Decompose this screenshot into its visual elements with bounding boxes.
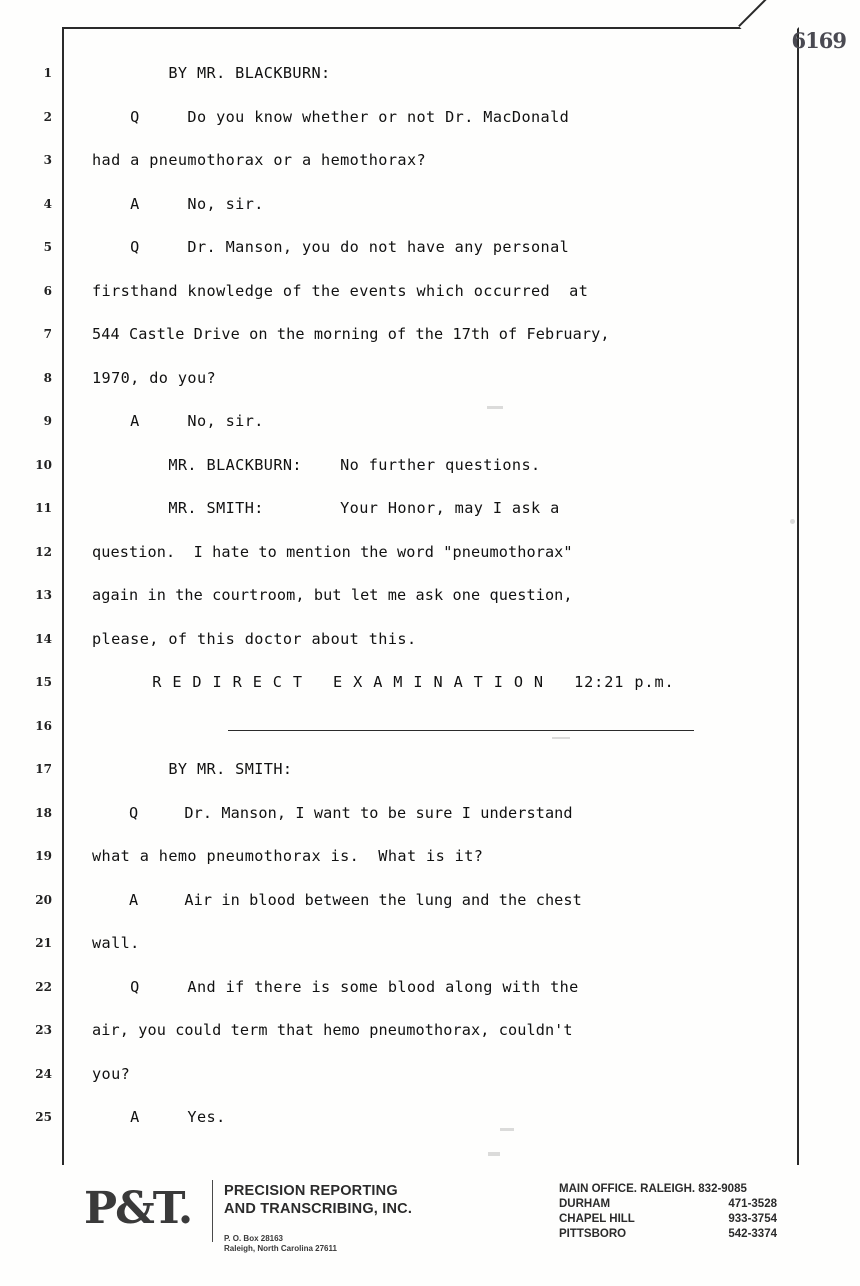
line-number: 17 [35, 762, 52, 776]
transcript-line: please, of this doctor about this. [92, 629, 417, 648]
phone-row [559, 1212, 777, 1227]
line-number: 4 [43, 196, 52, 211]
transcript-line: BY MR. BLACKBURN: [92, 64, 331, 82]
line-number-gutter [18, 52, 52, 1140]
transcript-line: 1970, do you? [92, 368, 217, 387]
line-number: 16 [35, 718, 52, 733]
transcript-line: 544 Castle Drive on the morning of the 17th of February, [92, 325, 610, 343]
line-number: 22 [35, 979, 52, 994]
transcript-line: what a hemo pneumothorax is. What is it? [92, 847, 484, 865]
line-number: 1 [43, 66, 52, 80]
line-number: 11 [35, 501, 52, 515]
phone-row [559, 1197, 777, 1212]
transcript-line: air, you could term that hemo pneumothorax, couldn't [92, 1021, 573, 1039]
scan-smudge [500, 1128, 514, 1131]
firm-name-line2: AND TRANSCRIBING, INC. [224, 1201, 413, 1217]
transcript-line: Q Do you know whether or not Dr. MacDonald [92, 107, 570, 126]
transcript-line: BY MR. SMITH: [92, 760, 293, 778]
transcript-line: MR. BLACKBURN: No further questions. [92, 455, 541, 474]
transcript-line: Q And if there is some blood along with the [92, 977, 579, 996]
firm-address [224, 1234, 337, 1254]
line-number: 6 [43, 283, 52, 298]
transcript-line: A Yes. [92, 1108, 226, 1126]
scan-smudge [487, 406, 503, 409]
phone-row [559, 1227, 777, 1242]
scan-smudge [488, 1152, 500, 1156]
firm-address-line2: Raleigh, North Carolina 27611 [224, 1244, 337, 1253]
line-number: 19 [35, 849, 52, 863]
phone-number: 471-3528 [728, 1198, 777, 1210]
transcript-line: again in the courtroom, but let me ask one question, [92, 586, 573, 604]
line-number: 21 [35, 936, 52, 950]
line-number: 24 [35, 1066, 52, 1081]
transcript-line-examination-heading: R E D I R E C T E X A M I N A T I O N 12:21 p.m. [92, 673, 675, 691]
transcript-line: Q Dr. Manson, I want to be sure I understand [92, 803, 573, 822]
line-number: 2 [43, 109, 52, 124]
firm-address-line1: P. O. Box 28163 [224, 1234, 283, 1243]
main-office-phone: MAIN OFFICE. RALEIGH. 832-9085 [559, 1183, 747, 1195]
line-number: 9 [43, 414, 52, 428]
line-number: 5 [43, 240, 52, 254]
phone-city: DURHAM [559, 1198, 611, 1210]
line-number: 13 [35, 588, 52, 602]
footer-divider [212, 1180, 213, 1242]
transcript-line: A No, sir. [92, 412, 264, 430]
line-number: 15 [35, 675, 52, 689]
transcript-line: firsthand knowledge of the events which occurred at [92, 281, 589, 300]
phone-city: PITTSBORO [559, 1228, 627, 1240]
line-number: 8 [43, 370, 52, 385]
firm-name-line1: PRECISION REPORTING [224, 1183, 398, 1199]
line-number: 20 [35, 892, 52, 907]
phone-number: 542-3374 [728, 1228, 777, 1240]
transcript-line: you? [92, 1064, 131, 1083]
transcript-line: had a pneumothorax or a hemothorax? [92, 151, 427, 169]
transcript-body [92, 52, 792, 1140]
transcript-line: wall. [92, 934, 140, 952]
transcript-line: Q Dr. Manson, you do not have any personal [92, 238, 570, 256]
line-number: 14 [35, 631, 52, 646]
line-number: 10 [35, 457, 52, 472]
line-number: 3 [43, 153, 52, 167]
transcript-line: A Air in blood between the lung and the chest [92, 890, 582, 909]
phone-number: 933-3754 [728, 1213, 777, 1225]
scan-smudge [790, 519, 795, 524]
corner-clip [738, 0, 799, 57]
page-number: 6169 [791, 28, 846, 53]
transcript-line: A No, sir. [92, 194, 264, 213]
scan-smudge [552, 737, 570, 739]
footer [62, 1172, 799, 1268]
examination-underline [228, 730, 694, 731]
line-number: 18 [35, 805, 52, 820]
line-number: 12 [35, 544, 52, 559]
transcript-line [92, 705, 792, 749]
firm-name [224, 1182, 412, 1218]
transcript-line: question. I hate to mention the word "pneumothorax" [92, 542, 573, 561]
firm-phone-list [559, 1182, 777, 1242]
line-number: 23 [35, 1023, 52, 1037]
line-number: 7 [43, 327, 52, 341]
precision-reporting-logo: P&T. [84, 1183, 192, 1234]
line-number: 25 [35, 1110, 52, 1124]
transcript-line: MR. SMITH: Your Honor, may I ask a [92, 499, 560, 517]
phone-city: CHAPEL HILL [559, 1213, 635, 1225]
